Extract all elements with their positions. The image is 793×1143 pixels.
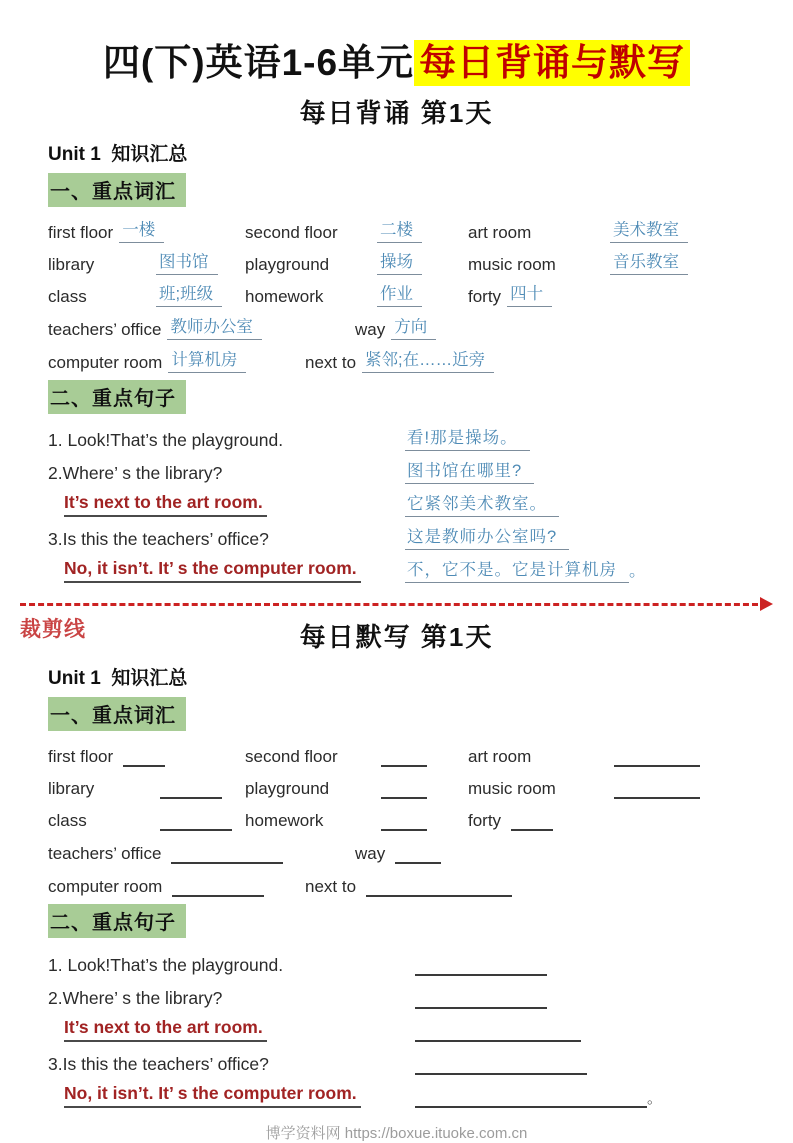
vocab-word: art room: [468, 747, 532, 767]
vocab-answer: 教师办公室: [167, 318, 262, 340]
sentence-row: [48, 484, 745, 517]
vocab-answer: 作业: [377, 285, 422, 307]
answer-blank[interactable]: [415, 990, 547, 1009]
vocab-item: [245, 211, 468, 243]
cut-line: [20, 597, 773, 611]
sentence-translation: 它紧邻美术教室。: [405, 495, 559, 517]
vocab-word: playground: [245, 779, 330, 799]
sentence-row: [48, 1009, 745, 1042]
sentence-row: [48, 451, 745, 484]
vocab-item: [305, 877, 512, 897]
vocab-word: teachers’ office: [48, 844, 162, 864]
vocab-item: [468, 211, 745, 243]
sentence-row: [48, 943, 745, 976]
vocab-word: teachers’ office: [48, 320, 162, 340]
vocab-item: [245, 767, 468, 799]
sentence-english: [48, 1017, 405, 1042]
vocab-item: [355, 318, 436, 340]
dictation-vocab-tag: 一、重点词汇: [48, 697, 186, 731]
vocab-word: art room: [468, 223, 532, 243]
vocab-word: way: [355, 844, 386, 864]
title-highlighted-part: 每日背诵与默写: [414, 40, 690, 86]
vocab-answer: 紧邻;在……近旁: [362, 351, 494, 373]
vocab-item: [48, 351, 305, 373]
vocab-item: [48, 877, 305, 897]
recite-vocab-grid: [48, 211, 745, 307]
sentence-row: [48, 1075, 745, 1108]
recite-sentences-tag: 二、重点句子: [48, 380, 186, 414]
sentence-translation: 这是教师办公室吗?: [405, 528, 569, 550]
vocab-word: first floor: [48, 223, 114, 243]
recite-vocab-row: [48, 307, 745, 340]
dictation-heading: 每日默写 第1天: [299, 622, 494, 653]
vocab-item: [245, 799, 468, 831]
vocab-word: way: [355, 320, 386, 340]
vocab-item: [245, 275, 468, 307]
answer-blank[interactable]: [395, 845, 441, 864]
vocab-item: [48, 844, 355, 864]
vocab-item: [468, 275, 745, 307]
vocab-answer: 四十: [507, 285, 552, 307]
vocab-word: next to: [305, 877, 357, 897]
vocab-answer: 操场: [377, 253, 422, 275]
dictation-vocab-row: [48, 864, 745, 897]
answer-blank[interactable]: [381, 812, 427, 831]
vocab-item: [245, 243, 468, 275]
vocab-answer: 一楼: [119, 221, 164, 243]
footer-text: 博学资料网 https://boxue.ituoke.com.cn: [265, 1125, 528, 1143]
recite-vocab-row: [48, 340, 745, 373]
vocab-word: library: [48, 779, 95, 799]
vocab-word: class: [48, 287, 87, 307]
sentence-english: [48, 1083, 405, 1108]
sentence-english: [48, 430, 405, 451]
vocab-word: music room: [468, 255, 556, 275]
vocab-word: library: [48, 255, 95, 275]
dictation-vocab-row: [48, 831, 745, 864]
page-title: [48, 40, 745, 86]
recite-unit-label: Unit 1 知识汇总: [48, 144, 188, 166]
vocab-answer: 音乐教室: [610, 253, 688, 275]
vocab-word: music room: [468, 779, 556, 799]
sentence-period: 。: [629, 562, 646, 581]
answer-blank[interactable]: [171, 845, 283, 864]
vocab-answer: 计算机房: [168, 351, 246, 373]
answer-blank[interactable]: [381, 780, 427, 799]
sentence-row: [48, 418, 745, 451]
sentence-english: [48, 529, 405, 550]
vocab-answer: 美术教室: [610, 221, 688, 243]
sentence-translation: 图书馆在哪里?: [405, 462, 534, 484]
key-sentence-text: It’s next to the art room.: [64, 1017, 267, 1042]
dictation-vocab-grid: [48, 735, 745, 831]
vocab-item: [48, 318, 355, 340]
sentence-text: 1. Look!That’s the playground.: [48, 430, 284, 451]
vocab-word: playground: [245, 255, 330, 275]
answer-blank[interactable]: [123, 748, 165, 767]
recite-heading: 每日背诵 第1天: [299, 98, 494, 129]
vocab-word: homework: [245, 811, 324, 831]
sentence-english: [48, 955, 405, 976]
cut-line-label: 裁剪线: [20, 617, 86, 642]
sentence-english: [48, 1054, 405, 1075]
vocab-item: [468, 735, 745, 767]
vocab-word: forty: [468, 811, 502, 831]
vocab-answer: 图书馆: [156, 253, 218, 275]
sentence-text: 2.Where’ s the library?: [48, 463, 223, 484]
vocab-word: second floor: [245, 223, 338, 243]
recite-vocab-tag: 一、重点词汇: [48, 173, 186, 207]
vocab-item: [468, 799, 745, 831]
answer-blank[interactable]: [415, 957, 547, 976]
key-sentence-text: No, it isn’t. It’ s the computer room.: [64, 558, 361, 583]
key-sentence-text: It’s next to the art room.: [64, 492, 267, 517]
sentence-period: 。: [647, 1090, 663, 1108]
answer-blank[interactable]: [415, 1089, 647, 1108]
vocab-item: [305, 351, 494, 373]
vocab-word: second floor: [245, 747, 338, 767]
recite-section: [48, 86, 745, 583]
sentence-translation: 看!那是操场。: [405, 429, 530, 451]
sentence-text: 2.Where’ s the library?: [48, 988, 223, 1009]
answer-blank[interactable]: [511, 812, 553, 831]
answer-blank[interactable]: [415, 1023, 581, 1042]
vocab-word: computer room: [48, 353, 163, 373]
vocab-item: [468, 243, 745, 275]
dictation-sentences-tag: 二、重点句子: [48, 904, 186, 938]
dashed-line: [20, 603, 758, 606]
sentence-text: 3.Is this the teachers’ office?: [48, 529, 269, 550]
vocab-item: [468, 767, 745, 799]
vocab-word: class: [48, 811, 87, 831]
sentence-row: [48, 976, 745, 1009]
answer-blank[interactable]: [614, 748, 700, 767]
vocab-item: [48, 243, 245, 275]
vocab-item: [48, 799, 245, 831]
vocab-item: [48, 767, 245, 799]
vocab-answer: 方向: [391, 318, 436, 340]
vocab-answer: 班;班级: [156, 285, 222, 307]
vocab-word: forty: [468, 287, 502, 307]
vocab-item: [48, 735, 245, 767]
answer-blank[interactable]: [366, 878, 512, 897]
vocab-answer: 二楼: [377, 221, 422, 243]
answer-blank[interactable]: [614, 780, 700, 799]
dictation-section: [48, 622, 745, 1108]
answer-blank[interactable]: [160, 812, 232, 831]
key-sentence-text: No, it isn’t. It’ s the computer room.: [64, 1083, 361, 1108]
arrow-right-icon: [760, 597, 773, 611]
sentence-english: [48, 558, 405, 583]
vocab-item: [48, 211, 245, 243]
sentence-english: [48, 463, 405, 484]
vocab-word: computer room: [48, 877, 163, 897]
answer-blank[interactable]: [381, 748, 427, 767]
answer-blank[interactable]: [415, 1056, 587, 1075]
answer-blank[interactable]: [172, 878, 264, 897]
sentence-text: 1. Look!That’s the playground.: [48, 955, 284, 976]
vocab-item: [48, 275, 245, 307]
vocab-item: [245, 735, 468, 767]
sentence-row: [48, 1042, 745, 1075]
sentence-translation: 不，它不是。它是计算机房: [405, 561, 629, 583]
vocab-word: first floor: [48, 747, 114, 767]
vocab-item: [355, 844, 441, 864]
title-black-part: 四(下)英语1-6单元: [102, 42, 415, 83]
sentence-text: 3.Is this the teachers’ office?: [48, 1054, 269, 1075]
vocab-word: homework: [245, 287, 324, 307]
sentence-row: [48, 517, 745, 550]
vocab-word: next to: [305, 353, 357, 373]
answer-blank[interactable]: [160, 780, 222, 799]
sentence-row: [48, 550, 745, 583]
sentence-english: [48, 492, 405, 517]
sentence-english: [48, 988, 405, 1009]
dictation-unit-label: Unit 1 知识汇总: [48, 668, 188, 690]
